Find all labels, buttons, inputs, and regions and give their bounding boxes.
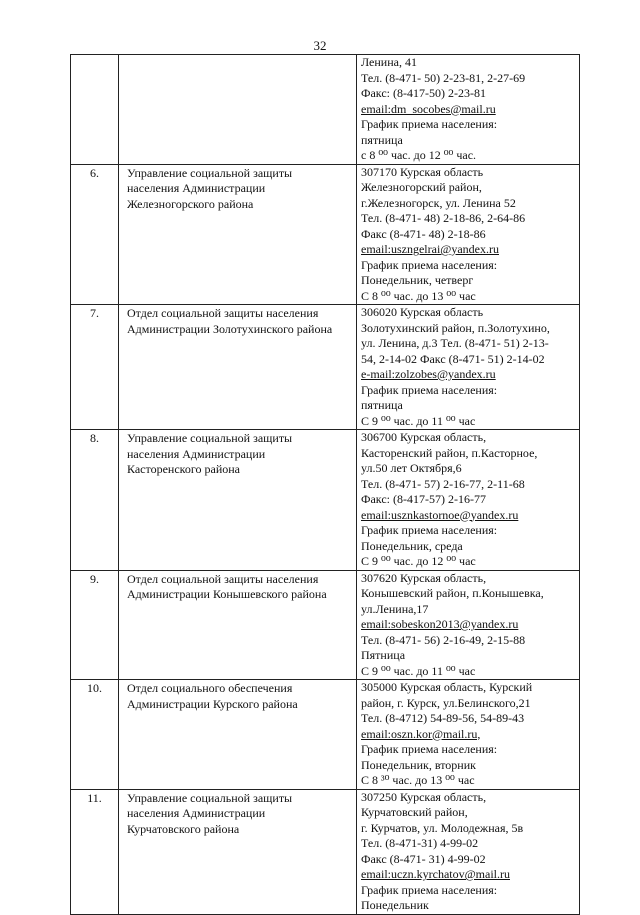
organization-line: населения Администрации <box>127 446 266 461</box>
contact-line: Тел. (8-471- 48) 2-18-86, 2-64-86 <box>361 211 526 225</box>
contact-line: График приема населения: <box>361 382 498 397</box>
email-link[interactable]: email:sobeskon2013@yandex.ru <box>361 617 519 631</box>
contact-line: С 8 ³⁰ час. до 13 ⁰⁰ час <box>361 773 475 787</box>
social-protection-contacts-table <box>70 54 580 915</box>
organization-name <box>119 570 357 680</box>
contact-details <box>357 305 580 430</box>
contact-line: 306020 Курская область <box>361 305 484 319</box>
organization-line: Железногорского района <box>127 196 254 211</box>
contact-line: 307250 Курская область, <box>361 789 487 804</box>
organization-name <box>119 164 357 305</box>
contact-line: Понедельник <box>361 898 429 912</box>
row-number: 9. <box>71 570 119 680</box>
contact-line: График приема населения: <box>361 742 498 756</box>
table-row <box>71 570 580 680</box>
contact-line: Ленина, 41 <box>361 55 417 69</box>
contact-line: Факс (8-471- 48) 2-18-86 <box>361 226 486 241</box>
organization-line: Управление социальной защиты <box>127 165 293 180</box>
contact-line: С 9 ⁰⁰ час. до 11 ⁰⁰ час <box>361 413 476 428</box>
contact-line: ул.50 лет Октября,6 <box>361 461 462 475</box>
email-link[interactable]: email:usznkastornoe@yandex.ru <box>361 507 519 522</box>
row-number: 7. <box>71 305 119 430</box>
contact-line: График приема населения: <box>361 523 498 537</box>
organization-line: Администрации Золотухинского района <box>127 321 333 336</box>
organization-name <box>119 789 357 914</box>
contact-line: С 9 ⁰⁰ час. до 12 ⁰⁰ час <box>361 554 476 568</box>
contact-line: Тел. (8-4712) 54-89-56, 54-89-43 <box>361 711 525 725</box>
contact-line: Курчатовский район, <box>361 805 468 819</box>
contact-line: район, г. Курск, ул.Белинского,21 <box>361 695 531 710</box>
email-link[interactable]: e-mail:zolzobes@yandex.ru <box>361 367 496 381</box>
contact-line: Тел. (8-471-31) 4-99-02 <box>361 836 479 850</box>
contact-line: Понедельник, среда <box>361 538 463 553</box>
table-row <box>71 680 580 790</box>
contact-line: ул.Ленина,17 <box>361 601 429 616</box>
contact-line: Тел. (8-471- 57) 2-16-77, 2-11-68 <box>361 476 525 491</box>
contact-line: 307170 Курская область <box>361 164 484 179</box>
contact-line: Тел. (8-471- 56) 2-16-49, 2-15-88 <box>361 632 526 647</box>
organization-name <box>119 680 357 790</box>
contact-line: Железногорский район, <box>361 180 482 194</box>
organization-name <box>119 430 357 571</box>
contact-line: Золотухинский район, п.Золотухино, <box>361 320 550 335</box>
organization-line: Касторенского района <box>127 462 240 476</box>
contact-line: Факс (8-471- 31) 4-99-02 <box>361 851 486 866</box>
contact-details <box>357 680 580 790</box>
email-link[interactable]: email:uszngelrai@yandex.ru <box>361 242 499 256</box>
contact-line: г. Курчатов, ул. Молодежная, 5в <box>361 820 524 835</box>
email-link[interactable]: email:dm_socobes@mail.ru <box>361 101 496 116</box>
page-number: 32 <box>313 38 327 53</box>
contact-line: Понедельник, вторник <box>361 757 476 772</box>
contact-details <box>357 570 580 680</box>
table-row <box>71 789 580 914</box>
table-row <box>71 55 580 165</box>
contact-line: пятница <box>361 132 403 147</box>
organization-line: Курчатовского района <box>127 821 240 836</box>
contact-line: Конышевский район, п.Конышевка, <box>361 586 544 600</box>
contact-line: График приема населения: <box>361 882 498 897</box>
contact-details <box>357 55 580 165</box>
organization-name <box>119 305 357 430</box>
contact-line: г.Железногорск, ул. Ленина 52 <box>361 195 516 210</box>
organization-line: Администрации Конышевского района <box>127 587 327 601</box>
contact-line: ул. Ленина, д.3 Тел. (8-471- 51) 2-13- <box>361 336 549 350</box>
table-row <box>71 430 580 571</box>
table-row <box>71 164 580 305</box>
organization-line: Отдел социального обеспечения <box>127 681 293 695</box>
contact-line: Факс: (8-417-50) 2-23-81 <box>361 86 486 100</box>
contact-details <box>357 789 580 914</box>
contact-line: с 8 ⁰⁰ час. до 12 ⁰⁰ час. <box>361 148 477 162</box>
table-row <box>71 305 580 430</box>
contact-line: 307620 Курская область, <box>361 570 487 585</box>
organization-line: Отдел социальной защиты населения <box>127 306 319 320</box>
organization-line: населения Администрации <box>127 806 266 820</box>
contact-line: С 8 ⁰⁰ час. до 13 ⁰⁰ час <box>361 288 476 303</box>
contact-line: 54, 2-14-02 Факс (8-471- 51) 2-14-02 <box>361 351 545 366</box>
row-number: 10. <box>71 680 119 790</box>
contact-line: пятница <box>361 398 403 412</box>
organization-line: Управление социальной защиты <box>127 790 293 805</box>
contact-line: Понедельник, четверг <box>361 273 474 287</box>
organization-line: Администрации Курского района <box>127 696 298 711</box>
contact-line: График приема населения: <box>361 117 498 131</box>
organization-line: населения Администрации <box>127 181 266 195</box>
contact-line: 305000 Курская область, Курский <box>361 680 533 694</box>
row-number <box>71 55 119 165</box>
contact-line: Факс: (8-417-57) 2-16-77 <box>361 492 486 506</box>
contact-line: Пятница <box>361 648 406 662</box>
organization-name <box>119 55 357 165</box>
contact-line: Касторенский район, п.Касторное, <box>361 445 538 460</box>
contact-details <box>357 430 580 571</box>
contact-details <box>357 164 580 305</box>
contact-line: С 9 ⁰⁰ час. до 11 ⁰⁰ час <box>361 663 476 678</box>
email-link[interactable]: email:oszn.kor@mail.ru, <box>361 726 481 741</box>
row-number: 8. <box>71 430 119 571</box>
contact-line: Тел. (8-471- 50) 2-23-81, 2-27-69 <box>361 70 526 85</box>
email-link[interactable]: email:uczn.kyrchatov@mail.ru <box>361 867 510 881</box>
contact-line: 306700 Курская область, <box>361 430 487 444</box>
organization-line: Отдел социальной защиты населения <box>127 571 319 586</box>
row-number: 6. <box>71 164 119 305</box>
row-number: 11. <box>71 789 119 914</box>
organization-line: Управление социальной защиты <box>127 431 293 445</box>
contact-line: График приема населения: <box>361 257 498 272</box>
